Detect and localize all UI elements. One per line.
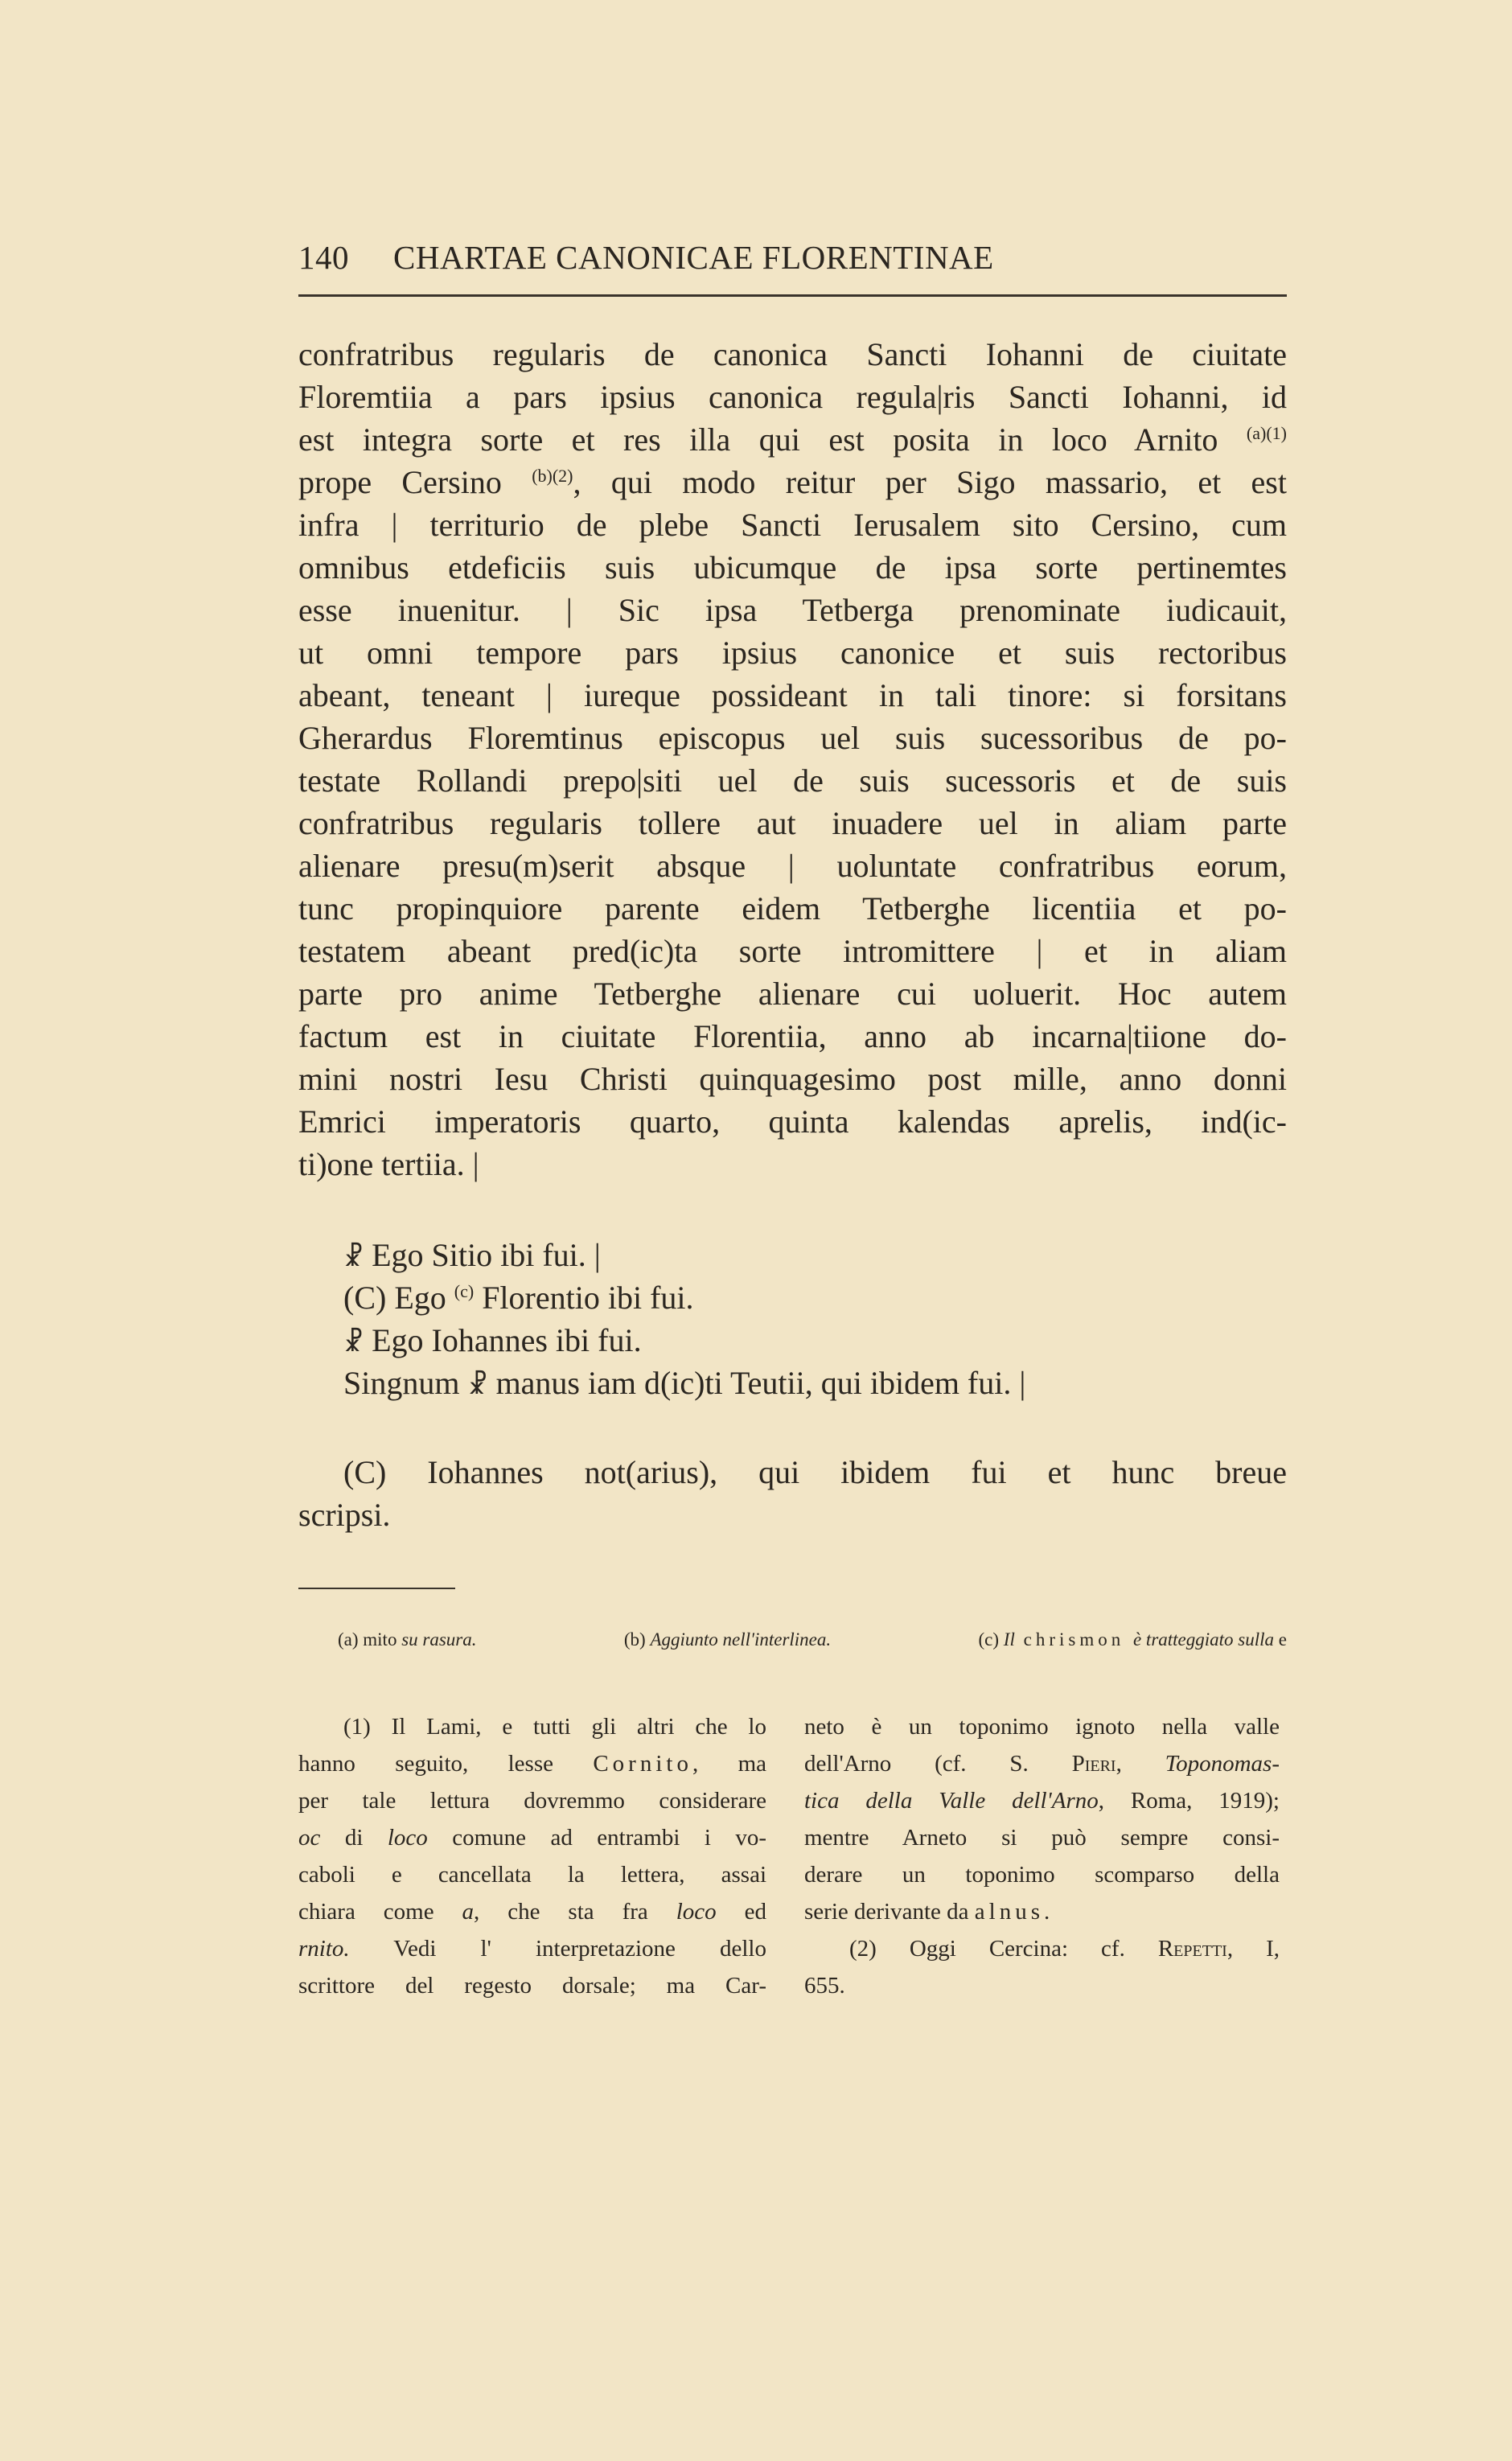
text-run: loco xyxy=(387,1825,428,1851)
apparatus-note xyxy=(338,1628,477,1652)
text-line xyxy=(343,1319,1025,1362)
text-run: è tratteggiato sulla xyxy=(1132,1629,1275,1650)
text-run: (C) Ego xyxy=(343,1280,454,1316)
note-reference: (c) xyxy=(454,1281,475,1301)
text-run: , xyxy=(1116,1751,1165,1777)
text-run: est integra sorte et res illa qui est posita in loco Arnito xyxy=(298,421,1247,458)
footnote-rule xyxy=(298,1588,455,1589)
text-run: dell'Arno (cf. S. xyxy=(804,1751,1072,1777)
text-line xyxy=(298,546,1287,589)
text-run: Aggiunto nell'interlinea. xyxy=(650,1629,832,1650)
text-run: alienare presu(m)serit absque | uoluntate confratribus eorum, xyxy=(298,848,1287,884)
text-line xyxy=(804,1856,1280,1893)
text-run: parte pro anime Tetberghe alienare cui uoluerit. Hoc autem xyxy=(298,976,1287,1012)
text-run: chiara come xyxy=(298,1899,462,1925)
text-line xyxy=(804,1819,1280,1856)
text-run: Floremtiia a pars ipsius canonica regula|ris Sancti Iohanni, id xyxy=(298,379,1287,415)
text-line xyxy=(298,1967,766,2004)
footnotes-left-column xyxy=(298,1708,766,2004)
text-line xyxy=(298,461,1287,503)
text-line xyxy=(298,844,1287,887)
text-line xyxy=(298,589,1287,631)
text-line xyxy=(298,1782,766,1819)
text-run: factum est in ciuitate Florentiia, anno ab incarna|tiione do- xyxy=(298,1018,1287,1054)
text-run: (1) Il Lami, e tutti gli altri che lo xyxy=(343,1714,766,1740)
text-run: esse inuenitur. | Sic ipsa Tetberga prenominate iudicauit, xyxy=(298,592,1287,628)
text-run: (b) xyxy=(623,1629,651,1650)
text-run: . xyxy=(1043,1899,1050,1925)
text-run: , Roma, 1919); xyxy=(1098,1788,1280,1814)
text-line xyxy=(298,333,1287,376)
text-line xyxy=(804,1745,1280,1782)
text-run: per tale lettura dovremmo considerare xyxy=(298,1788,766,1814)
text-run: (a) mito xyxy=(338,1629,402,1650)
text-run: , che sta fra xyxy=(474,1899,676,1925)
text-run: mentre Arneto si può sempre consi- xyxy=(804,1825,1280,1851)
text-run: Singnum xyxy=(343,1365,468,1401)
text-run: loco xyxy=(676,1899,717,1925)
header-rule xyxy=(298,294,1287,297)
text-run: abeant, teneant | iureque possideant in tali tinore: si forsitans xyxy=(298,677,1287,713)
text-run: derare un toponimo scomparso della xyxy=(804,1862,1280,1888)
text-run: oc xyxy=(298,1825,321,1851)
text-line xyxy=(298,1015,1287,1058)
text-line xyxy=(298,1143,1287,1185)
running-title: CHARTAE CANONICAE FLORENTINAE xyxy=(393,239,994,276)
text-run: Florentio ibi fui. xyxy=(474,1280,694,1316)
text-run: alnus xyxy=(974,1899,1044,1925)
text-line xyxy=(804,1708,1280,1745)
text-run: prope Cersino xyxy=(298,464,532,500)
note-reference: (b)(2) xyxy=(532,466,573,486)
apparatus-note xyxy=(624,1628,831,1652)
text-line xyxy=(298,717,1287,759)
text-run: scripsi. xyxy=(298,1497,391,1533)
critical-apparatus xyxy=(338,1628,1287,1652)
text-run: ti)one tertiia. | xyxy=(298,1146,479,1182)
text-run: , ma xyxy=(692,1751,767,1777)
charter-text xyxy=(298,333,1287,1185)
text-run: e xyxy=(1274,1629,1287,1650)
apparatus-note xyxy=(979,1628,1287,1652)
text-line xyxy=(343,1234,1025,1276)
text-run: omnibus etdeficiis suis ubicumque de ipsa sorte pertinemtes xyxy=(298,549,1287,585)
text-run: Emrici imperatoris quarto, quinta kalendas aprelis, ind(ic- xyxy=(298,1103,1287,1140)
text-run: 655. xyxy=(804,1973,845,1999)
text-run: Gherardus Floremtinus episcopus uel suis sucessoribus de po- xyxy=(298,720,1287,756)
text-run: serie derivante da xyxy=(804,1899,975,1925)
text-run: Cornito xyxy=(593,1751,692,1777)
text-run: , qui modo reitur per Sigo massario, et est xyxy=(573,464,1287,500)
text-run: neto è un toponimo ignoto nella valle xyxy=(804,1714,1280,1740)
text-line xyxy=(298,1819,766,1856)
text-run: ed xyxy=(716,1899,766,1925)
text-run: scrittore del regesto dorsale; ma Car- xyxy=(298,1973,766,1999)
text-run: , I, xyxy=(1226,1936,1280,1962)
text-run: Ego Iohannes ibi fui. xyxy=(364,1322,642,1358)
note-reference: (a)(1) xyxy=(1246,423,1287,443)
text-run: Toponomas- xyxy=(1165,1751,1280,1777)
footnotes-right-column xyxy=(804,1708,1280,2004)
text-line xyxy=(298,1708,766,1745)
text-line xyxy=(298,759,1287,802)
text-line xyxy=(298,1058,1287,1100)
text-line xyxy=(298,1100,1287,1143)
text-line xyxy=(298,1451,1287,1493)
text-run: Ego Sitio ibi fui. | xyxy=(364,1237,601,1273)
text-run: ut omni tempore pars ipsius canonice et suis rectoribus xyxy=(298,635,1287,671)
text-line xyxy=(298,1893,766,1930)
text-run: caboli e cancellata la lettera, assai xyxy=(298,1862,766,1888)
text-run: Pieri xyxy=(1071,1751,1116,1777)
text-line xyxy=(298,972,1287,1015)
text-run: a xyxy=(462,1899,475,1925)
text-run: Repetti xyxy=(1157,1936,1227,1962)
running-header xyxy=(298,238,1287,277)
text-run: (c) xyxy=(978,1629,1004,1650)
text-line xyxy=(298,418,1287,461)
text-run: comune ad entrambi i vo- xyxy=(427,1825,766,1851)
text-line xyxy=(343,1276,1025,1319)
text-line xyxy=(298,1930,766,1967)
text-run: Vedi l' interpretazione dello xyxy=(349,1936,766,1962)
text-line xyxy=(298,503,1287,546)
chrismon-icon: ☧ xyxy=(343,1327,364,1358)
text-line xyxy=(298,887,1287,930)
chrismon-icon: ☧ xyxy=(343,1242,364,1272)
text-line xyxy=(298,930,1287,972)
signatures xyxy=(343,1234,1025,1404)
text-run: di xyxy=(320,1825,388,1851)
text-line xyxy=(298,802,1287,844)
text-line xyxy=(343,1362,1025,1404)
text-run: infra | territurio de plebe Sancti Ierusalem sito Cersino, cum xyxy=(298,507,1287,543)
text-line xyxy=(298,376,1287,418)
text-line xyxy=(804,1930,1280,1967)
text-line xyxy=(298,631,1287,674)
page-number: 140 xyxy=(298,239,349,276)
text-line xyxy=(804,1893,1280,1930)
text-run: Il xyxy=(1003,1629,1015,1650)
scribe-subscription xyxy=(298,1451,1287,1536)
text-run: mini nostri Iesu Christi quinquagesimo post mille, anno donni xyxy=(298,1061,1287,1097)
text-run: (2) Oggi Cercina: cf. xyxy=(849,1936,1158,1962)
text-run: confratribus regularis tollere aut inuadere uel in aliam parte xyxy=(298,805,1287,841)
text-line xyxy=(298,1493,1287,1536)
chrismon-icon: ☧ xyxy=(467,1370,488,1400)
text-line xyxy=(298,674,1287,717)
text-run: testate Rollandi prepo|siti uel de suis sucessoris et de suis xyxy=(298,762,1287,799)
text-run: (C) Iohannes not(arius), qui ibidem fui et hunc breue xyxy=(343,1454,1287,1490)
text-line xyxy=(298,1856,766,1893)
text-run: tica della Valle dell'Arno xyxy=(804,1788,1099,1814)
text-run: rnito. xyxy=(298,1936,350,1962)
text-run: hanno seguito, lesse xyxy=(298,1751,594,1777)
text-line xyxy=(298,1745,766,1782)
text-run: chrismon xyxy=(1014,1629,1133,1650)
text-line xyxy=(804,1782,1280,1819)
text-run: testatem abeant pred(ic)ta sorte intromittere | et in aliam xyxy=(298,933,1287,969)
text-run: su rasura. xyxy=(401,1629,477,1650)
text-run: tunc propinquiore parente eidem Tetberghe licentiia et po- xyxy=(298,890,1287,926)
text-run: manus iam d(ic)ti Teutii, qui ibidem fui. | xyxy=(487,1365,1026,1401)
text-line xyxy=(804,1967,1280,2004)
text-run: confratribus regularis de canonica Sancti Iohanni de ciuitate xyxy=(298,336,1287,372)
